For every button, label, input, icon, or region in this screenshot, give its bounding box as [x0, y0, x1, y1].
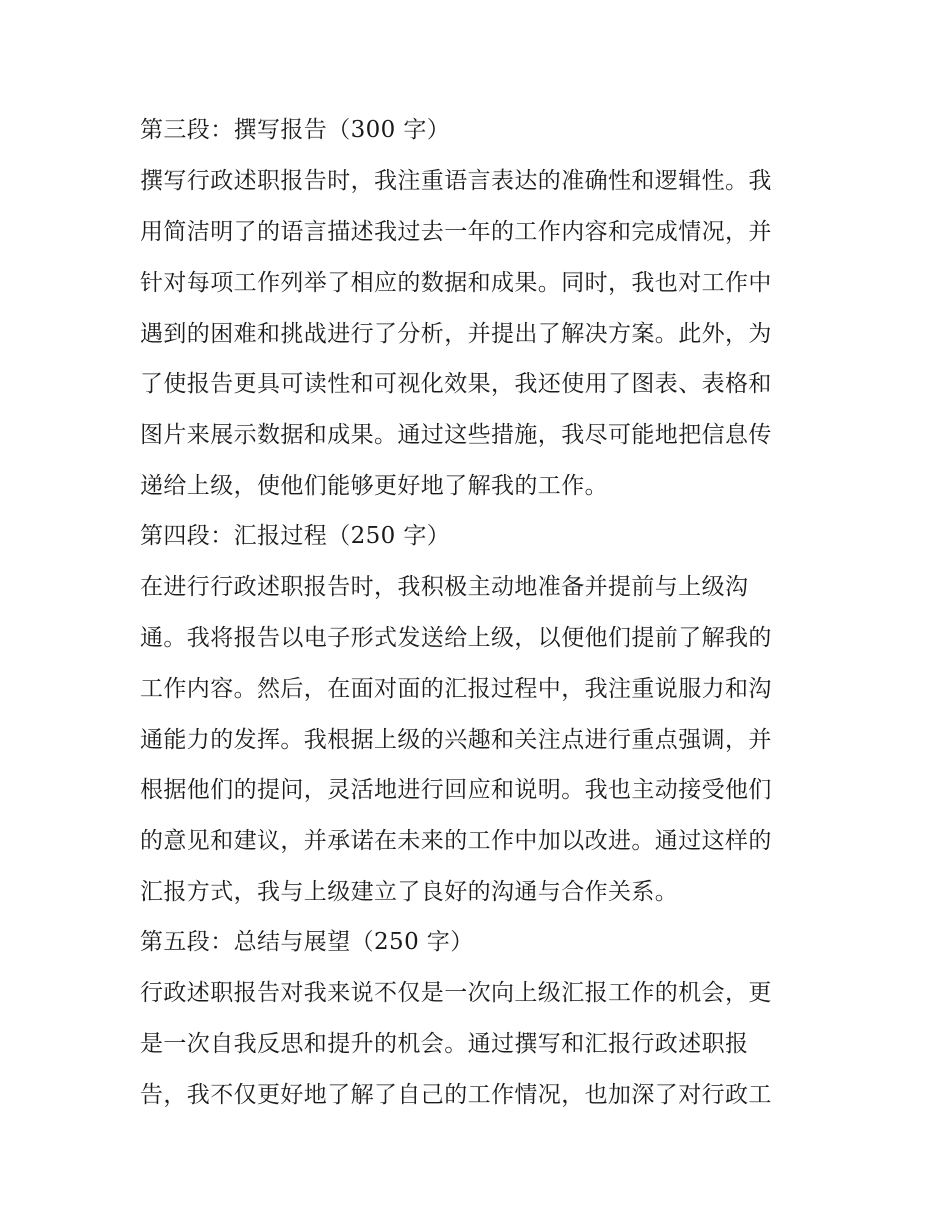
- paragraph-line: 是一次自我反思和提升的机会。通过撰写和汇报行政述职报: [140, 1031, 749, 1057]
- paragraph-line: 通能力的发挥。我根据上级的兴趣和关注点进行重点强调，并: [140, 727, 772, 753]
- paragraph-line: 的意见和建议，并承诺在未来的工作中加以改进。通过这样的: [140, 828, 772, 854]
- paragraph-line: 针对每项工作列举了相应的数据和成果。同时，我也对工作中: [140, 270, 772, 296]
- paragraph-line: 图片来展示数据和成果。通过这些措施，我尽可能地把信息传: [140, 422, 772, 448]
- section-heading-4: 第四段：汇报过程（250 字）: [140, 523, 451, 549]
- section-heading-3: 第三段：撰写报告（300 字）: [140, 117, 451, 143]
- paragraph-line: 告，我不仅更好地了解了自己的工作情况，也加深了对行政工: [140, 1082, 772, 1108]
- paragraph-line: 遇到的困难和挑战进行了分析，并提出了解决方案。此外，为: [140, 321, 772, 347]
- paragraph-line: 在进行行政述职报告时，我积极主动地准备并提前与上级沟: [140, 574, 749, 600]
- section-heading-5: 第五段：总结与展望（250 字）: [140, 929, 474, 955]
- paragraph-line: 通。我将报告以电子形式发送给上级，以便他们提前了解我的: [140, 625, 772, 651]
- paragraph-line: 撰写行政述职报告时，我注重语言表达的准确性和逻辑性。我: [140, 168, 772, 194]
- paragraph-line: 行政述职报告对我来说不仅是一次向上级汇报工作的机会，更: [140, 980, 772, 1006]
- paragraph-line: 了使报告更具可读性和可视化效果，我还使用了图表、表格和: [140, 371, 772, 397]
- paragraph-line: 用简洁明了的语言描述我过去一年的工作内容和完成情况，并: [140, 219, 772, 245]
- paragraph-line: 工作内容。然后，在面对面的汇报过程中，我注重说服力和沟: [140, 676, 772, 702]
- paragraph-line: 递给上级，使他们能够更好地了解我的工作。: [140, 473, 608, 499]
- paragraph-line: 根据他们的提问，灵活地进行回应和说明。我也主动接受他们: [140, 777, 772, 803]
- paragraph-line: 汇报方式，我与上级建立了良好的沟通与合作关系。: [140, 879, 679, 905]
